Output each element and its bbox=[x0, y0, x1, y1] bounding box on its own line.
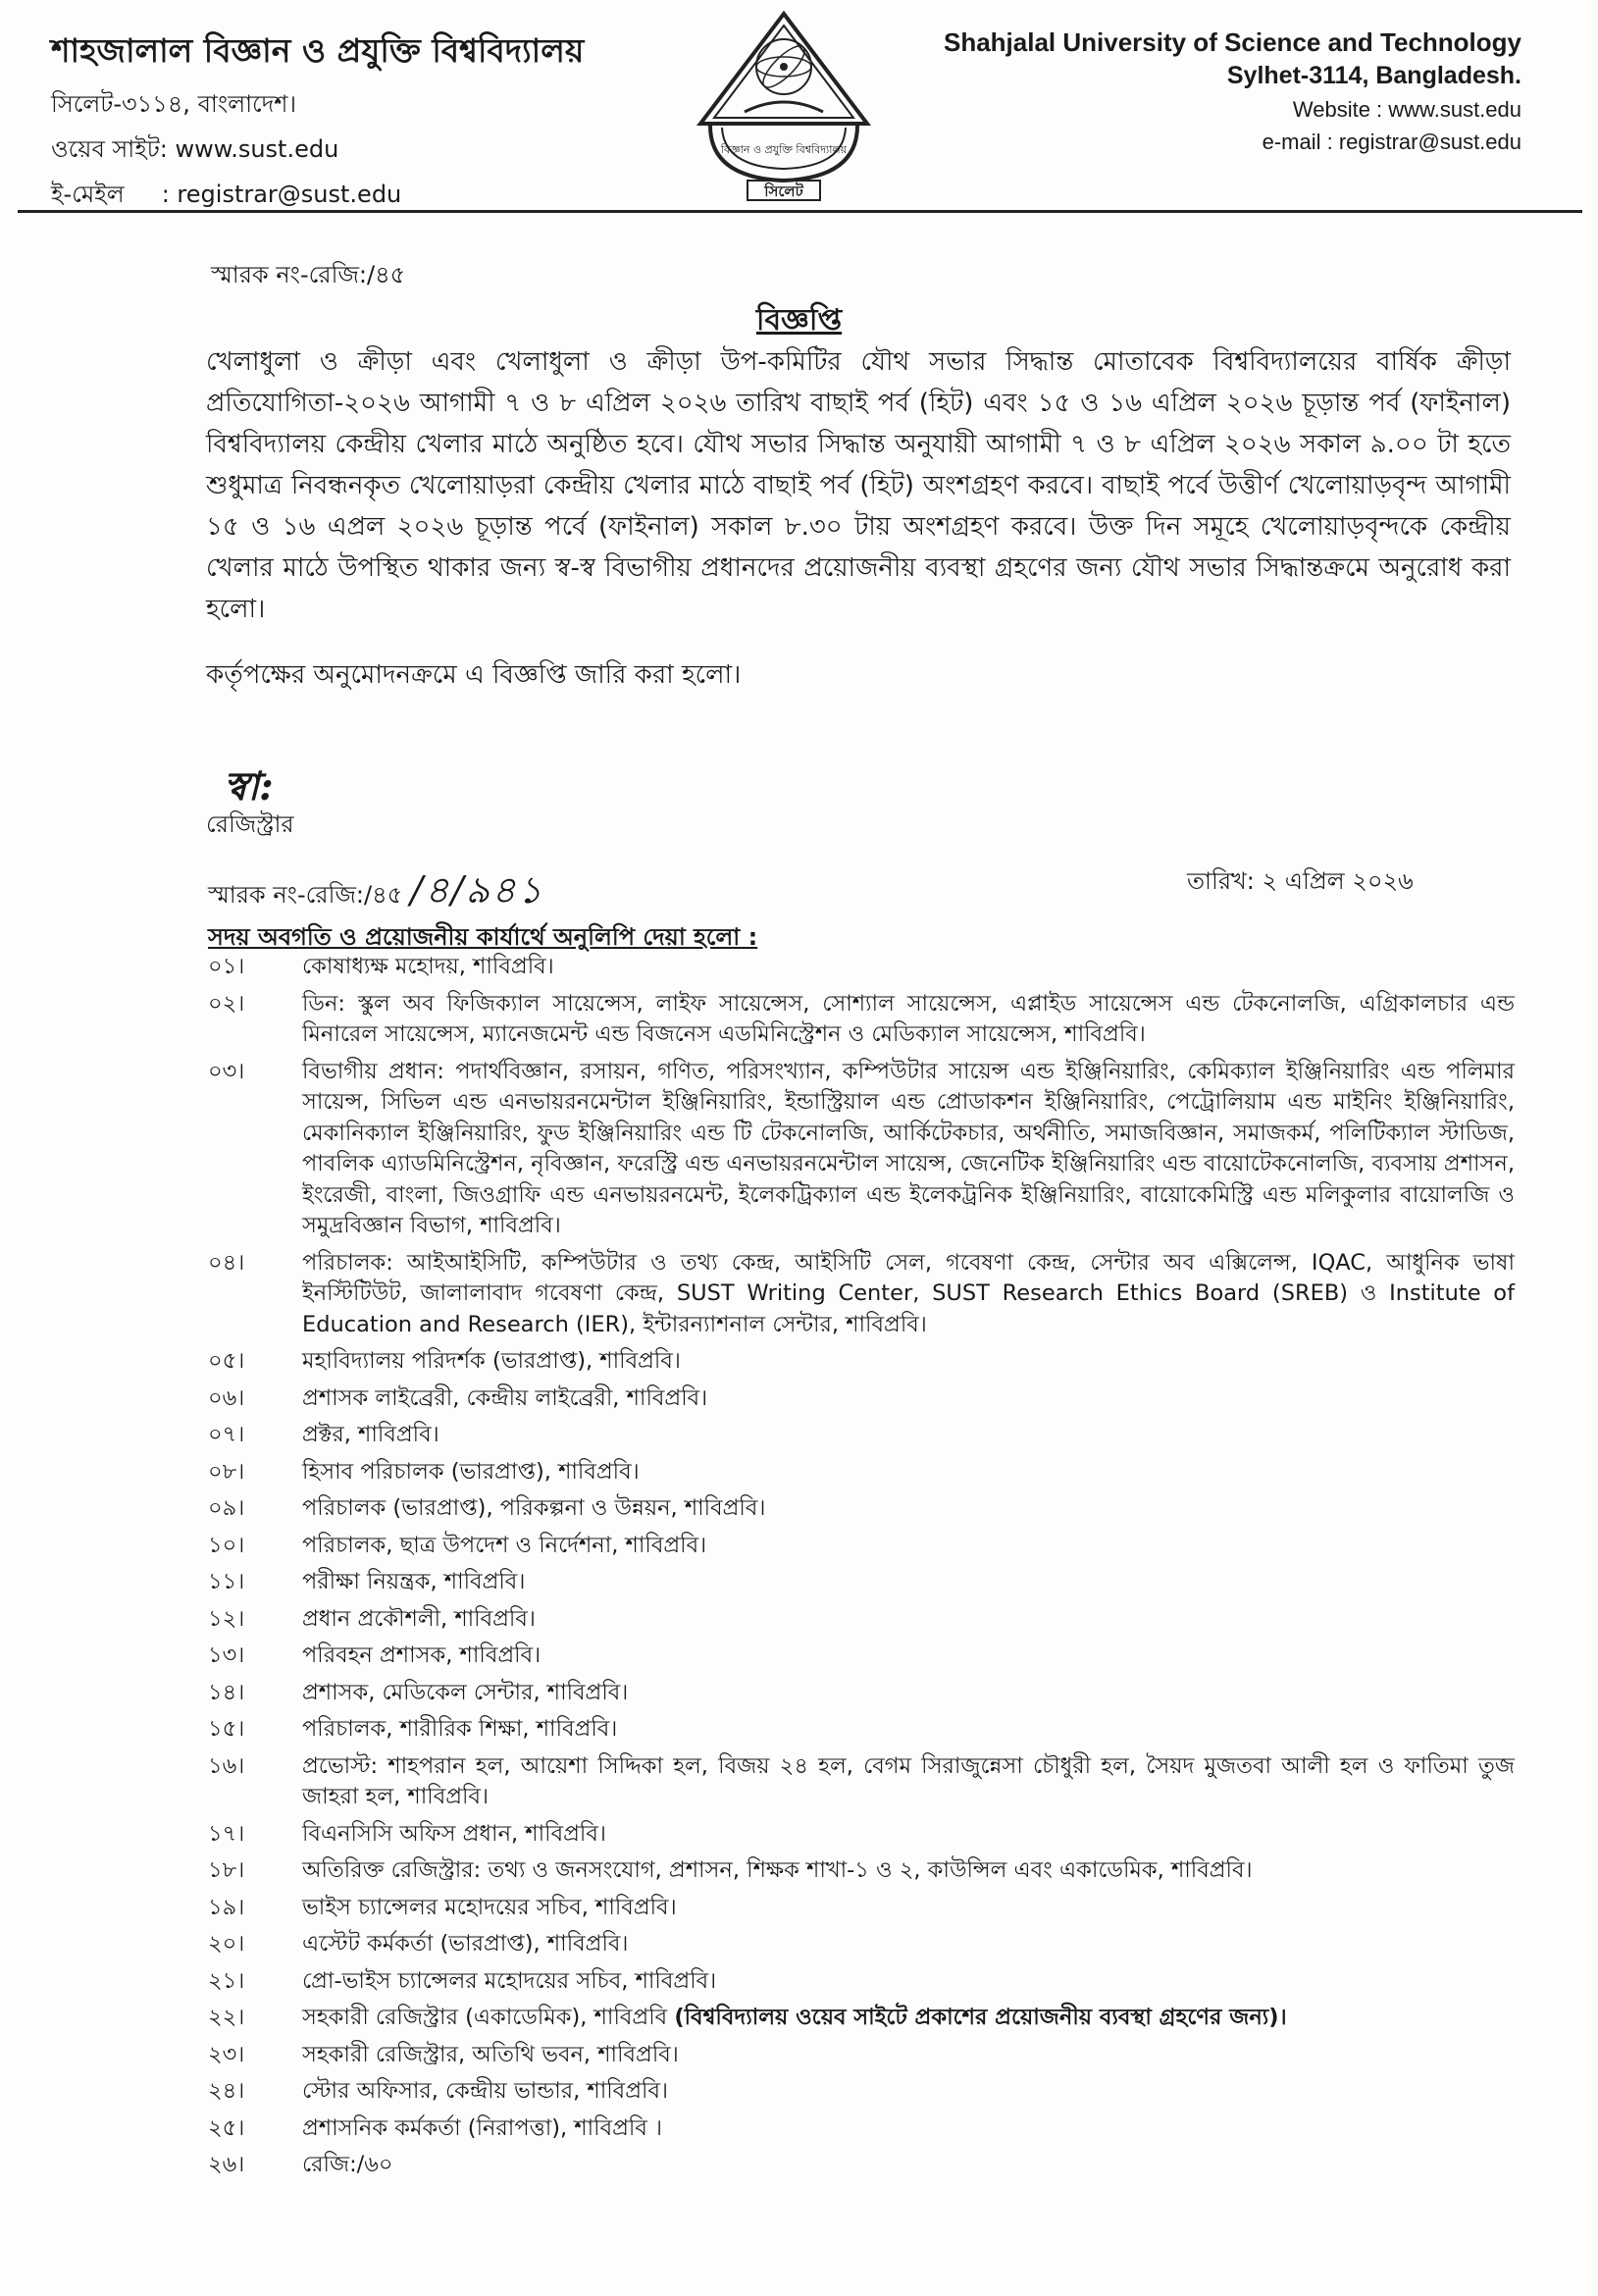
list-item-number: ২৫। bbox=[208, 2114, 245, 2141]
seal-arc-text: বিজ্ঞান ও প্রযুক্তি বিশ্ববিদ্যালয় bbox=[720, 143, 848, 156]
list-item-number: ১০। bbox=[208, 1532, 245, 1558]
list-item-number: ০৫। bbox=[208, 1348, 245, 1374]
list-item-number: ০৩। bbox=[208, 1058, 245, 1084]
list-item-body: সহকারী রেজিস্ট্রার (একাডেমিক), শাবিপ্রবি bbox=[302, 2005, 675, 2030]
website-bn: ওয়েব সাইট: www.sust.edu bbox=[51, 135, 339, 163]
list-item-body: প্রো-ভাইস চ্যান্সেলর মহোদয়ের সচিব, শাবিপ্রবি। bbox=[302, 1967, 717, 1994]
list-item-number: ১২। bbox=[208, 1605, 245, 1632]
list-item-text bbox=[302, 1346, 1515, 1378]
list-item-number: ২১। bbox=[208, 1967, 245, 1994]
list-item-body: প্রভোস্ট: শাহপরান হল, আয়েশা সিদ্দিকা হল, বিজয় ২৪ হল, বেগম সিরাজুন্নেসা চৌধুরী হল, সৈয়দ মুজতবা আলী হল ও ফাতিমা তুজ জাহরা হল, শাবিপ্রবি। bbox=[302, 1752, 1515, 1809]
signature: স্বা: bbox=[224, 763, 274, 809]
list-item-body: প্রশাসক, মেডিকেল সেন্টার, শাবিপ্রবি। bbox=[302, 1679, 629, 1705]
list-item-body: স্টোর অফিসার, কেন্দ্রীয় ভান্ডার, শাবিপ্রবি। bbox=[302, 2078, 669, 2104]
list-item-number: ১১। bbox=[208, 1569, 245, 1594]
list-item-body: বিভাগীয় প্রধান: পদার্থবিজ্ঞান, রসায়ন, গণিত, পরিসংখ্যান, কম্পিউটার সায়েন্স এন্ড ইঞ্জিনিয়ারিং, কেমিক্যাল ইঞ্জিনিয়ারিং এন্ড পলিমার সায়েন্স, সিভিল এন্ড এনভায়রনমেন্টাল ইঞ্জিনিয়ারিং, ইন্ডাস্ট্রিয়াল এন্ড প্রোডাকশন ইঞ্জিনিয়ারিং, পেট্রোলিয়াম এন্ড মাইনিং ইঞ্জিনিয়ারিং, মেকানিক্যাল ইঞ্জিনিয়ারিং, ফুড ইঞ্জিনিয়ারিং এন্ড টি টেকনোলজি, আর্কিটেকচার, অর্থনীতি, সমাজবিজ্ঞান, সমাজকর্ম, পলিটিক্যাল স্টাডিজ, পাবলিক এ্যাডমিনিস্ট্রেশন, নৃবিজ্ঞান, ফরেস্ট্রি এন্ড এনভায়রনমেন্টাল সায়েন্স, জেনেটিক ইঞ্জিনিয়ারিং এন্ড বায়োটেকনোলজি, ব্যবসায় প্রশাসন, ইংরেজী, বাংলা, জিওগ্রাফি এন্ড এনভায়রনমেন্ট, ইলেকট্রিক্যাল এন্ড ইলেকট্রনিক ইঞ্জিনিয়ারিং, বায়োকেমিস্ট্রি এন্ড মলিকুলার বায়োলজি ও সমুদ্রবিজ্ঞান বিভাগ, শাবিপ্রবি। bbox=[302, 1058, 1515, 1238]
email-en: e-mail : registrar@sust.edu bbox=[1262, 130, 1521, 154]
list-item-body: রেজি:/৬০ bbox=[302, 2152, 393, 2177]
list-item-text bbox=[302, 1383, 1515, 1415]
list-item-text bbox=[302, 2003, 1515, 2034]
university-name-en: Shahjalal University of Science and Technology bbox=[943, 27, 1521, 57]
header-divider bbox=[18, 210, 1582, 213]
distribution-memo-number bbox=[208, 861, 544, 924]
list-item-number: ০৯। bbox=[208, 1495, 245, 1521]
list-item-text bbox=[302, 989, 1515, 1051]
signatory-title: রেজিস্ট্রার bbox=[206, 810, 294, 838]
memo-number: স্মারক নং-রেজি:/৪৫ bbox=[211, 261, 406, 288]
list-item-text bbox=[302, 1641, 1515, 1672]
list-item-text bbox=[302, 1893, 1515, 1924]
list-item-text bbox=[302, 2150, 1515, 2181]
list-item-text bbox=[302, 2040, 1515, 2071]
list-item-body: প্রশাসনিক কর্মকর্তা (নিরাপত্তা), শাবিপ্রবি । bbox=[302, 2114, 663, 2141]
list-item-text bbox=[302, 1248, 1515, 1341]
list-item-body: ডিন: স্কুল অব ফিজিক্যাল সায়েন্সেস, লাইফ সায়েন্সেস, সোশ্যাল সায়েন্সেস, এপ্লাইড সায়েন্সেস এন্ড টেকনোলজি, এগ্রিকালচার এন্ড মিনারেল সায়েন্সেস, ম্যানেজমেন্ট এন্ড বিজনেস এডমিনিস্ট্রেশন ও মেডিক্যাল সায়েন্সেস, শাবিপ্রবি। bbox=[302, 990, 1515, 1047]
university-name-bn: শাহজালাল বিজ্ঞান ও প্রযুক্তি বিশ্ববিদ্যালয় bbox=[51, 31, 585, 70]
list-item-text bbox=[302, 952, 1515, 983]
list-item-body: মহাবিদ্যালয় পরিদর্শক (ভারপ্রাপ্ত), শাবিপ্রবি। bbox=[302, 1348, 681, 1374]
list-item-body: এস্টেট কর্মকর্তা (ভারপ্রাপ্ত), শাবিপ্রবি। bbox=[302, 1931, 629, 1957]
list-item-body: পরিচালক, ছাত্র উপদেশ ও নির্দেশনা, শাবিপ্রবি। bbox=[302, 1532, 707, 1558]
list-item-text bbox=[302, 1929, 1515, 1960]
list-item-text bbox=[302, 1714, 1515, 1746]
list-item-number: ০৮। bbox=[208, 1458, 245, 1485]
email-bn: ই-মেইল : registrar@sust.edu bbox=[51, 181, 402, 208]
list-item-body: সহকারী রেজিস্ট্রার, অতিথি ভবন, শাবিপ্রবি। bbox=[302, 2041, 679, 2067]
list-item-body: প্রশাসক লাইব্রেরী, কেন্দ্রীয় লাইব্রেরী, শাবিপ্রবি। bbox=[302, 1384, 708, 1411]
list-item-text bbox=[302, 1751, 1515, 1813]
seal-city-text: সিলেট bbox=[764, 183, 803, 200]
list-item-number: ১৭। bbox=[208, 1820, 245, 1847]
list-item-text bbox=[302, 1567, 1515, 1598]
list-item-body: প্রক্টর, শাবিপ্রবি। bbox=[302, 1422, 439, 1447]
list-item-emphasis: (বিশ্ববিদ্যালয় ওয়েব সাইটে প্রকাশের প্রয়োজনীয় ব্যবস্থা গ্রহণের জন্য)। bbox=[674, 2005, 1287, 2030]
list-item-body: পরিচালক (ভারপ্রাপ্ত), পরিকল্পনা ও উন্নয়ন, শাবিপ্রবি। bbox=[302, 1495, 766, 1521]
list-item-number: ২২। bbox=[208, 2005, 245, 2030]
list-item-number: ১৬। bbox=[208, 1752, 245, 1779]
list-item-text bbox=[302, 1966, 1515, 1998]
distribution-ref: স্মারক নং-রেজি:/৪৫ bbox=[208, 881, 403, 909]
list-item-body: কোষাধ্যক্ষ মহোদয়, শাবিপ্রবি। bbox=[302, 954, 554, 979]
list-item-body: পরীক্ষা নিয়ন্ত্রক, শাবিপ্রবি। bbox=[302, 1569, 526, 1594]
list-item-text bbox=[302, 1678, 1515, 1709]
list-item-body: পরিচালক: আইআইসিটি, কম্পিউটার ও তথ্য কেন্দ্র, আইসিটি সেল, গবেষণা কেন্দ্র, সেন্টার অব এক্সিলেন্স, IQAC, আধুনিক ভাষা ইনস্টিটিউট, জালালাবাদ গবেষণা কেন্দ্র, SUST Writing Center, SUST Research Ethics Board (SREB) ও Institute of Education and Research (IER), ইন্টারন্যাশনাল সেন্টার, শাবিপ্রবি। bbox=[302, 1249, 1515, 1337]
list-item-number: ১৪। bbox=[208, 1679, 245, 1705]
list-item-text bbox=[302, 2113, 1515, 2145]
list-item-text bbox=[302, 1457, 1515, 1488]
list-item-number: ১৯। bbox=[208, 1894, 245, 1920]
list-item-text bbox=[302, 2076, 1515, 2108]
list-item-number: ১৫। bbox=[208, 1716, 245, 1742]
list-item-body: প্রধান প্রকৌশলী, শাবিপ্রবি। bbox=[302, 1605, 536, 1632]
list-item-number: ২৬। bbox=[208, 2152, 245, 2177]
list-item-body: হিসাব পরিচালক (ভারপ্রাপ্ত), শাবিপ্রবি। bbox=[302, 1458, 640, 1485]
list-item-number: ২৩। bbox=[208, 2041, 245, 2067]
address-en: Sylhet-3114, Bangladesh. bbox=[1226, 62, 1521, 89]
list-item-text bbox=[302, 1493, 1515, 1525]
address-bn: সিলেট-৩১১৪, বাংলাদেশ। bbox=[51, 90, 297, 118]
list-item-body: ভাইস চ্যান্সেলর মহোদয়ের সচিব, শাবিপ্রবি। bbox=[302, 1894, 677, 1920]
list-item-text bbox=[302, 1531, 1515, 1562]
notice-title: বিজ্ঞপ্তি bbox=[755, 303, 843, 338]
list-item-text bbox=[302, 1057, 1515, 1242]
list-item-number: ২৪। bbox=[208, 2078, 245, 2104]
handwritten-ref: /৪/৯৪১ bbox=[410, 868, 544, 912]
letterhead bbox=[0, 0, 1598, 211]
list-item-body: পরিবহন প্রশাসক, শাবিপ্রবি। bbox=[302, 1643, 541, 1668]
university-seal-icon bbox=[691, 6, 877, 202]
distribution-heading: সদয় অবগতি ও প্রয়োজনীয় কার্যার্থে অনুলিপি দেয়া হলো : bbox=[208, 923, 758, 951]
list-item-text bbox=[302, 1819, 1515, 1851]
list-item-body: পরিচালক, শারীরিক শিক্ষা, শাবিপ্রবি। bbox=[302, 1716, 618, 1742]
list-item-body: অতিরিক্ত রেজিস্ট্রার: তথ্য ও জনসংযোগ, প্রশাসন, শিক্ষক শাখা-১ ও ২, কাউন্সিল এবং একাডেমিক, শাবিপ্রবি। bbox=[302, 1857, 1253, 1883]
list-item-number: ০৭। bbox=[208, 1422, 245, 1447]
list-item-text bbox=[302, 1420, 1515, 1451]
list-item-number: ০২। bbox=[208, 990, 245, 1017]
list-item-body: বিএনসিসি অফিস প্রধান, শাবিপ্রবি। bbox=[302, 1820, 606, 1847]
website-en: Website : www.sust.edu bbox=[1292, 97, 1521, 122]
list-item-number: ২০। bbox=[208, 1931, 245, 1957]
list-item-text bbox=[302, 1855, 1515, 1887]
letterhead-bangla bbox=[51, 26, 584, 216]
list-item-number: ১৩। bbox=[208, 1643, 245, 1668]
list-item-text bbox=[302, 1604, 1515, 1636]
list-item-number: ০৬। bbox=[208, 1384, 245, 1411]
list-item-number: ০৪। bbox=[208, 1249, 245, 1276]
issue-date: তারিখ: ২ এপ্রিল ২০২৬ bbox=[1187, 867, 1414, 895]
letterhead-english bbox=[944, 27, 1521, 155]
notice-body: খেলাধুলা ও ক্রীড়া এবং খেলাধুলা ও ক্রীড়া উপ-কমিটির যৌথ সভার সিদ্ধান্ত মোতাবেক বিশ্ববিদ্যালয়ের বার্ষিক ক্রীড়া প্রতিযোগিতা-২০২৬ আগামী ৭ ও ৮ এপ্রিল ২০২৬ তারিখ বাছাই পর্ব (হিট) এবং ১৫ ও ১৬ এপ্রিল ২০২৬ চূড়ান্ত পর্ব (ফাইনাল) বিশ্ববিদ্যালয় কেন্দ্রীয় খেলার মাঠে অনুষ্ঠিত হবে। যৌথ সভার সিদ্ধান্ত অনুযায়ী আগামী ৭ ও ৮ এপ্রিল ২০২৬ সকাল ৯.০০ টা হতে শুধুমাত্র নিবন্ধনকৃত খেলোয়াড়রা কেন্দ্রীয় খেলার মাঠে বাছাই পর্ব (হিট) অংশগ্রহণ করবে। বাছাই পর্বে উত্তীর্ণ খেলোয়াড়বৃন্দ আগামী ১৫ ও ১৬ এপ্রল ২০২৬ চূড়ান্ত পর্বে (ফাইনাল) সকাল ৮.৩০ টায় অংশগ্রহণ করবে। উক্ত দিন সমূহে খেলোয়াড়বৃন্দকে কেন্দ্রীয় খেলার মাঠে উপস্থিত থাকার জন্য স্ব-স্ব বিভাগীয় প্রধানদের প্রয়োজনীয় ব্যবস্থা গ্রহণের জন্য যৌথ সভার সিদ্ধান্তক্রমে অনুরোধ করা হলো। bbox=[206, 347, 1511, 624]
approval-line: কর্তৃপক্ষের অনুমোদনক্রমে এ বিজ্ঞপ্তি জারি করা হলো। bbox=[206, 660, 742, 690]
list-item-number: ১৮। bbox=[208, 1857, 245, 1883]
list-item-number: ০১। bbox=[208, 954, 245, 979]
